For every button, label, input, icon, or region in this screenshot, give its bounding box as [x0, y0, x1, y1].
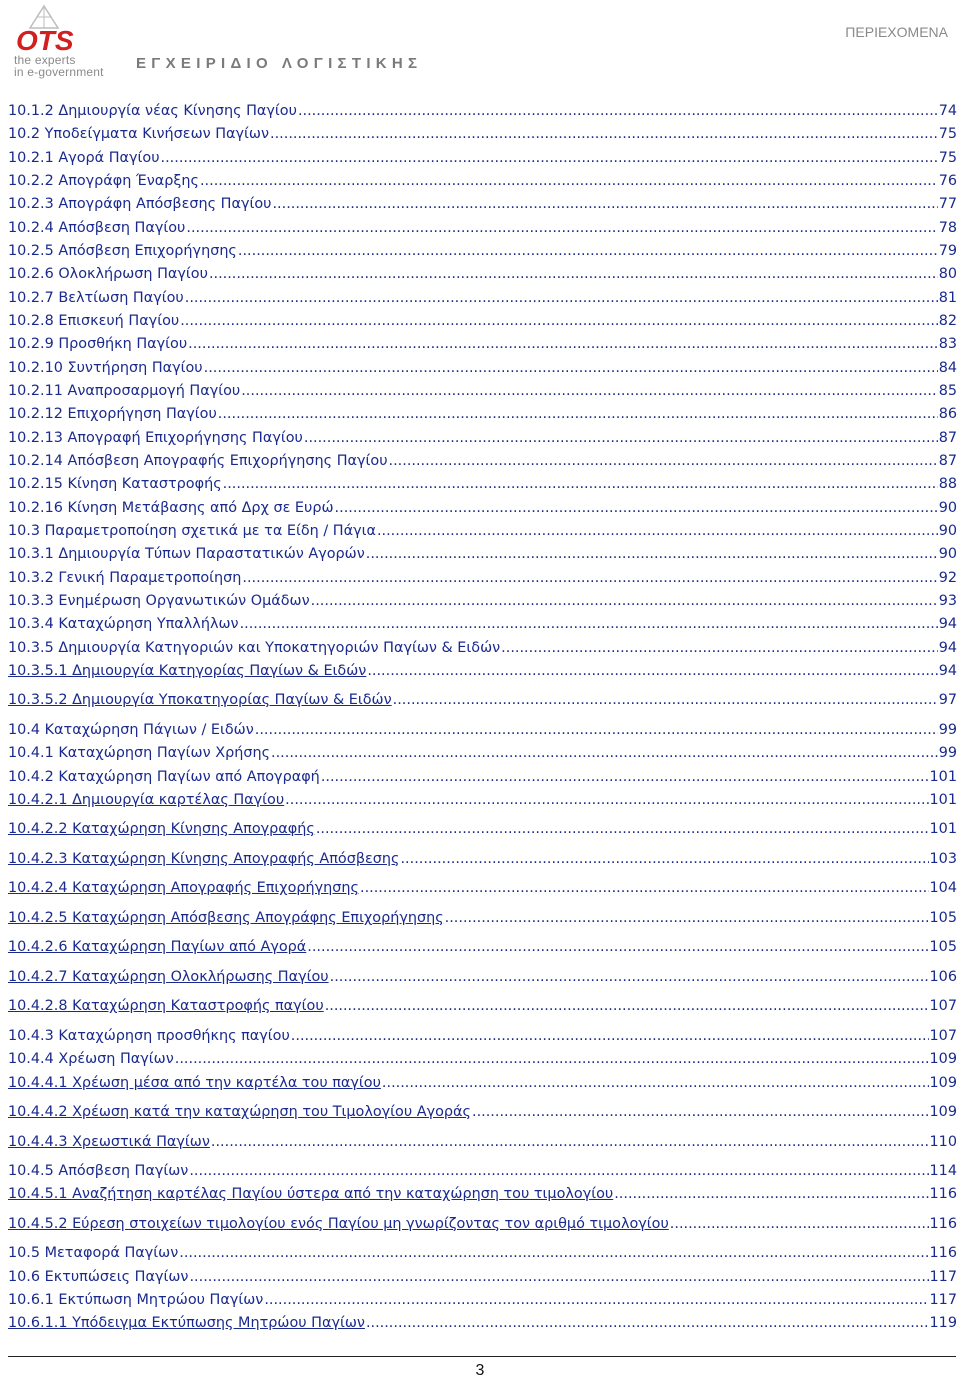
toc-dot-leader	[472, 1104, 929, 1120]
toc-entry-title[interactable]: 10.4.2.7 Καταχώρηση Ολοκλήρωσης Παγίου	[8, 968, 329, 985]
toc-entry-page[interactable]: 109	[929, 1074, 957, 1091]
toc-entry[interactable]	[8, 722, 957, 745]
toc-dot-leader	[175, 1051, 929, 1067]
toc-entry[interactable]	[8, 500, 957, 523]
toc-entry[interactable]	[8, 336, 957, 359]
logo-tagline	[14, 54, 134, 78]
toc-entry-page[interactable]: 105	[929, 939, 957, 956]
logo-tagline-line2: in e-government	[14, 65, 104, 79]
toc-entry-title[interactable]: 10.2.16 Κίνηση Μετάβασης από Δρχ σε Ευρώ	[8, 499, 334, 516]
toc-dot-leader	[445, 910, 929, 926]
toc-entry-title[interactable]: 10.3.3 Ενημέρωση Οργανωτικών Ομάδων	[8, 592, 310, 609]
toc-entry-page[interactable]: 78	[938, 219, 957, 236]
toc-entry[interactable]	[8, 1186, 957, 1216]
page-header	[0, 0, 960, 92]
toc-dot-leader	[188, 336, 938, 352]
toc-entry-page[interactable]: 114	[929, 1163, 957, 1180]
toc-entry[interactable]	[8, 383, 957, 406]
toc-entry-title[interactable]: 10.2.6 Ολοκλήρωση Παγίου	[8, 266, 208, 283]
toc-entry-title[interactable]: 10.4.4.1 Χρέωση μέσα από την καρτέλα του παγίου	[8, 1074, 381, 1091]
toc-entry[interactable]	[8, 792, 957, 822]
toc-dot-leader	[389, 453, 938, 469]
toc-entry[interactable]	[8, 243, 957, 266]
toc-dot-leader	[223, 476, 938, 492]
toc-entry-title[interactable]: 10.3.5.1 Δημιουργία Κατηγορίας Παγίων & Ειδών	[8, 662, 367, 679]
toc-entry-page[interactable]: 99	[938, 745, 957, 762]
toc-entry-title[interactable]: 10.2.2 Απογράφη Έναρξης	[8, 172, 199, 189]
toc-entry[interactable]	[8, 821, 957, 851]
toc-entry-title[interactable]: 10.6.1.1 Υπόδειγμα Εκτύπωσης Μητρώου Παγίων	[8, 1315, 365, 1332]
toc-entry-title[interactable]: 10.4.4.2 Χρέωση κατά την καταχώρηση του Τιμολογίου Αγοράς	[8, 1104, 471, 1121]
footer-divider	[8, 1356, 956, 1357]
toc-entry-page[interactable]: 104	[929, 880, 957, 897]
toc-entry-page[interactable]: 90	[938, 522, 957, 539]
toc-entry-page[interactable]: 82	[938, 312, 957, 329]
toc-entry[interactable]	[8, 523, 957, 546]
toc-entry-title[interactable]: 10.2.11 Αναπροσαρμογή Παγίου	[8, 382, 241, 399]
toc-entry-page[interactable]: 75	[938, 149, 957, 166]
toc-entry[interactable]	[8, 1216, 957, 1246]
toc-entry[interactable]	[8, 616, 957, 639]
toc-entry-title[interactable]: 10.4.5.2 Εύρεση στοιχείων τιμολογίου ενός Παγίου μη γνωρίζοντας τον αριθμό τιμολογίου	[8, 1215, 669, 1232]
toc-entry[interactable]	[8, 593, 957, 616]
toc-entry-title[interactable]: 10.4.5.1 Αναζήτηση καρτέλας Παγίου ύστερα από την καταχώρηση του τιμολογίου	[8, 1186, 614, 1203]
toc-entry-title[interactable]: 10.4.2.4 Καταχώρηση Απογραφής Επιχορήγησης	[8, 880, 359, 897]
toc-entry-title[interactable]: 10.4.2 Καταχώρηση Παγίων από Απογραφή	[8, 768, 320, 785]
toc-entry-title[interactable]: 10.2.10 Συντήρηση Παγίου	[8, 359, 203, 376]
toc-dot-leader	[335, 500, 938, 516]
toc-dot-leader	[238, 243, 938, 259]
toc-dot-leader	[304, 430, 938, 446]
toc-dot-leader	[185, 290, 938, 306]
toc-entry-title[interactable]: 10.2.12 Επιχορήγηση Παγίου	[8, 406, 217, 423]
toc-entry[interactable]	[8, 939, 957, 969]
toc-dot-leader	[200, 173, 938, 189]
toc-entry[interactable]	[8, 290, 957, 313]
toc-dot-leader	[264, 1292, 928, 1308]
toc-dot-leader	[161, 150, 938, 166]
toc-entry-title[interactable]: 10.2.9 Προσθήκη Παγίου	[8, 336, 188, 353]
toc-entry-title[interactable]: 10.5 Μεταφορά Παγίων	[8, 1245, 179, 1262]
toc-entry[interactable]	[8, 126, 957, 149]
toc-dot-leader	[255, 722, 938, 738]
toc-entry-title[interactable]: 10.2.15 Κίνηση Καταστροφής	[8, 476, 222, 493]
toc-dot-leader	[285, 792, 928, 808]
toc-entry-title[interactable]: 10.1.2 Δημιουργία νέας Κίνησης Παγίου	[8, 103, 297, 119]
toc-entry-page[interactable]: 93	[938, 592, 957, 609]
toc-entry[interactable]	[8, 1269, 957, 1292]
toc-entry-page[interactable]: 75	[938, 126, 957, 143]
toc-entry-page[interactable]: 116	[929, 1245, 957, 1262]
toc-entry[interactable]	[8, 1075, 957, 1105]
toc-dot-leader	[242, 570, 937, 586]
toc-dot-leader	[241, 383, 937, 399]
toc-dot-leader	[382, 1075, 929, 1091]
toc-entry[interactable]	[8, 851, 957, 881]
toc-entry-page[interactable]: 77	[938, 196, 957, 213]
toc-dot-leader	[272, 196, 937, 212]
toc-entry[interactable]	[8, 1163, 957, 1186]
toc-entry-page[interactable]: 90	[938, 546, 957, 563]
toc-entry-title[interactable]: 10.4.2.2 Καταχώρηση Κίνησης Απογραφής	[8, 821, 315, 838]
toc-dot-leader	[501, 640, 938, 656]
toc-dot-leader	[270, 126, 938, 142]
toc-entry-page[interactable]: 80	[938, 266, 957, 283]
toc-entry-title[interactable]: 10.2.13 Απογραφή Επιχορήγησης Παγίου	[8, 429, 303, 446]
manual-title: ΕΓΧΕΙΡΙΔΙΟ ΛΟΓΙΣΤΙΚΗΣ	[136, 55, 423, 72]
toc-entry[interactable]	[8, 998, 957, 1028]
toc-entry-page[interactable]: 76	[938, 172, 957, 189]
toc-entry-title[interactable]: 10.3.2 Γενική Παραμετροποίηση	[8, 569, 242, 586]
toc-entry-title[interactable]: 10.2.14 Απόσβεση Απογραφής Επιχορήγησης Παγίου	[8, 452, 388, 469]
toc-entry-title[interactable]: 10.2.3 Απογράφη Απόσβεσης Παγίου	[8, 196, 272, 213]
toc-entry-page[interactable]: 92	[938, 569, 957, 586]
toc-dot-leader	[325, 998, 929, 1014]
toc-entry-page[interactable]: 86	[938, 406, 957, 423]
toc-entry[interactable]	[8, 220, 957, 243]
toc-entry-title[interactable]: 10.4.4 Χρέωση Παγίων	[8, 1051, 174, 1068]
toc-entry-page[interactable]: 88	[938, 476, 957, 493]
toc-entry-page[interactable]: 109	[929, 1104, 957, 1121]
toc-entry[interactable]	[8, 1051, 957, 1074]
toc-entry-title[interactable]: 10.4.4.3 Χρεωστικά Παγίων	[8, 1133, 210, 1150]
toc-entry-page[interactable]: 109	[929, 1051, 957, 1068]
toc-dot-leader	[366, 546, 938, 562]
toc-dot-leader	[218, 406, 938, 422]
toc-entry-page[interactable]: 116	[929, 1215, 957, 1232]
toc-entry[interactable]	[8, 360, 957, 383]
toc-entry-page[interactable]: 84	[938, 359, 957, 376]
toc-dot-leader	[271, 745, 938, 761]
toc-entry[interactable]	[8, 1028, 957, 1051]
toc-entry[interactable]	[8, 103, 957, 126]
toc-entry-title[interactable]: 10.4.5 Απόσβεση Παγίων	[8, 1163, 189, 1180]
toc-entry[interactable]	[8, 969, 957, 999]
toc-dot-leader	[670, 1216, 929, 1232]
toc-entry[interactable]	[8, 430, 957, 453]
toc-dot-leader	[400, 851, 928, 867]
toc-entry-page[interactable]: 119	[929, 1315, 957, 1332]
toc-entry-page[interactable]: 116	[929, 1186, 957, 1203]
toc-entry-title[interactable]: 10.6 Εκτυπώσεις Παγίων	[8, 1268, 189, 1285]
toc-dot-leader	[180, 313, 937, 329]
toc-entry-page[interactable]: 83	[938, 336, 957, 353]
toc-entry-title[interactable]: 10.3.4 Καταχώρηση Υπαλλήλων	[8, 616, 239, 633]
toc-entry-title[interactable]: 10.4.2.5 Καταχώρηση Απόσβεσης Απογράφης Επιχορήγησης	[8, 909, 444, 926]
toc-entry[interactable]	[8, 692, 957, 722]
toc-entry-title[interactable]: 10.4.2.3 Καταχώρηση Κίνησης Απογραφής Απόσβεσης	[8, 850, 400, 867]
toc-entry-title[interactable]: 10.4.2.8 Καταχώρηση Καταστροφής παγίου	[8, 998, 324, 1015]
toc-entry[interactable]	[8, 640, 957, 663]
toc-dot-leader	[189, 1163, 928, 1179]
toc-entry[interactable]	[8, 406, 957, 429]
toc-dot-leader	[307, 939, 928, 955]
toc-entry-page[interactable]: 117	[929, 1292, 957, 1308]
toc-entry-page[interactable]: 117	[929, 1268, 957, 1285]
toc-entry-title[interactable]: 10.4.2.6 Καταχώρηση Παγίων από Αγορά	[8, 939, 307, 956]
toc-entry-page[interactable]: 103	[929, 850, 957, 867]
toc-dot-leader	[291, 1028, 929, 1044]
toc-entry[interactable]	[8, 570, 957, 593]
toc-dot-leader	[360, 880, 929, 896]
toc-entry-page[interactable]: 107	[929, 998, 957, 1015]
toc-entry-page[interactable]: 107	[929, 1027, 957, 1044]
toc-entry-page[interactable]: 99	[938, 721, 957, 738]
toc-dot-leader	[189, 1269, 928, 1285]
toc-entry-title[interactable]: 10.2.1 Αγορά Παγίου	[8, 149, 160, 166]
toc-entry-title[interactable]: 10.2.4 Απόσβεση Παγίου	[8, 219, 186, 236]
logo-tagline-line1: the experts	[14, 53, 76, 67]
toc-entry-title[interactable]: 10.3.5.2 Δημιουργία Υποκατηγορίας Παγίων & Ειδών	[8, 692, 392, 709]
logo-mark: OTS	[16, 25, 74, 56]
toc-dot-leader	[367, 663, 937, 679]
toc-entry-page[interactable]: 97	[938, 692, 957, 709]
toc-entry-page[interactable]: 87	[938, 429, 957, 446]
toc-entry[interactable]	[8, 910, 957, 940]
toc-entry-page[interactable]: 94	[938, 662, 957, 679]
toc-entry-title[interactable]: 10.3 Παραμετροποίηση σχετικά με τα Είδη / Πάγια	[8, 522, 376, 539]
toc-entry[interactable]	[8, 663, 957, 693]
toc-dot-leader	[366, 1315, 929, 1331]
toc-entry[interactable]	[8, 745, 957, 768]
toc-entry[interactable]	[8, 1292, 957, 1315]
toc-entry-page[interactable]: 81	[938, 289, 957, 306]
toc-dot-leader	[298, 103, 938, 119]
toc-dot-leader	[321, 769, 929, 785]
toc-entry-page[interactable]: 79	[938, 242, 957, 259]
toc-entry[interactable]	[8, 1245, 957, 1268]
toc-entry-page[interactable]: 101	[929, 821, 957, 838]
page-number: 3	[475, 1362, 485, 1379]
toc-entry-title[interactable]: 10.4.1 Καταχώρηση Παγίων Χρήσης	[8, 745, 271, 762]
toc-dot-leader	[377, 523, 938, 539]
toc-dot-leader	[204, 360, 938, 376]
toc-entry[interactable]	[8, 173, 957, 196]
toc-dot-leader	[393, 692, 938, 708]
toc-entry-page[interactable]: 87	[938, 452, 957, 469]
toc-entry-page[interactable]: 74	[938, 103, 957, 119]
toc-entry-page[interactable]: 105	[929, 909, 957, 926]
toc-entry[interactable]	[8, 1315, 957, 1345]
toc-dot-leader	[209, 266, 938, 282]
toc-entry-title[interactable]: 10.2.8 Επισκευή Παγίου	[8, 312, 180, 329]
toc-entry[interactable]	[8, 1134, 957, 1164]
toc-dot-leader	[614, 1186, 928, 1202]
toc-entry[interactable]	[8, 196, 957, 219]
toc-entry[interactable]	[8, 150, 957, 173]
toc-entry-page[interactable]: 94	[938, 639, 957, 656]
toc-entry-title[interactable]: 10.6.1 Εκτύπωση Μητρώου Παγίων	[8, 1292, 264, 1308]
toc-entry[interactable]	[8, 1104, 957, 1134]
section-label: ΠΕΡΙΕΧΟΜΕΝΑ	[845, 24, 948, 40]
toc-entry-title[interactable]: 10.4.2.1 Δημιουργία καρτέλας Παγίου	[8, 791, 285, 808]
toc-entry-title[interactable]: 10.3.1 Δημιουργία Τύπων Παραστατικών Αγορών	[8, 546, 365, 563]
toc-entry-page[interactable]: 101	[929, 768, 957, 785]
toc-entry-title[interactable]: 10.3.5 Δημιουργία Κατηγοριών και Υποκατηγοριών Παγίων & Ειδών	[8, 639, 501, 656]
toc-entry[interactable]	[8, 266, 957, 289]
toc-dot-leader	[330, 969, 929, 985]
toc-entry-title[interactable]: 10.4 Καταχώρηση Πάγιων / Ειδών	[8, 721, 254, 738]
toc-entry-title[interactable]: 10.2.7 Βελτίωση Παγίου	[8, 289, 184, 306]
toc-dot-leader	[186, 220, 937, 236]
toc-entry[interactable]	[8, 546, 957, 569]
toc-dot-leader	[240, 616, 938, 632]
toc-entry-title[interactable]: 10.2 Υποδείγματα Κινήσεων Παγίων	[8, 126, 270, 143]
toc-entry-title[interactable]: 10.2.5 Απόσβεση Επιχορήγησης	[8, 242, 237, 259]
toc-entry[interactable]	[8, 769, 957, 792]
toc-dot-leader	[316, 821, 929, 837]
toc-entry[interactable]	[8, 880, 957, 910]
toc-entry-page[interactable]: 90	[938, 499, 957, 516]
toc-entry-page[interactable]: 101	[929, 791, 957, 808]
toc-dot-leader	[311, 593, 938, 609]
toc-dot-leader	[211, 1134, 929, 1150]
toc-entry[interactable]	[8, 476, 957, 499]
toc-entry[interactable]	[8, 313, 957, 336]
toc-entry[interactable]	[8, 453, 957, 476]
toc-dot-leader	[179, 1245, 928, 1261]
toc-entry-title[interactable]: 10.4.3 Καταχώρηση προσθήκης παγίου	[8, 1027, 290, 1044]
toc-entry-page[interactable]: 110	[929, 1133, 957, 1150]
table-of-contents	[8, 103, 957, 1345]
toc-entry-page[interactable]: 85	[938, 382, 957, 399]
toc-entry-page[interactable]: 106	[929, 968, 957, 985]
toc-entry-page[interactable]: 94	[938, 616, 957, 633]
